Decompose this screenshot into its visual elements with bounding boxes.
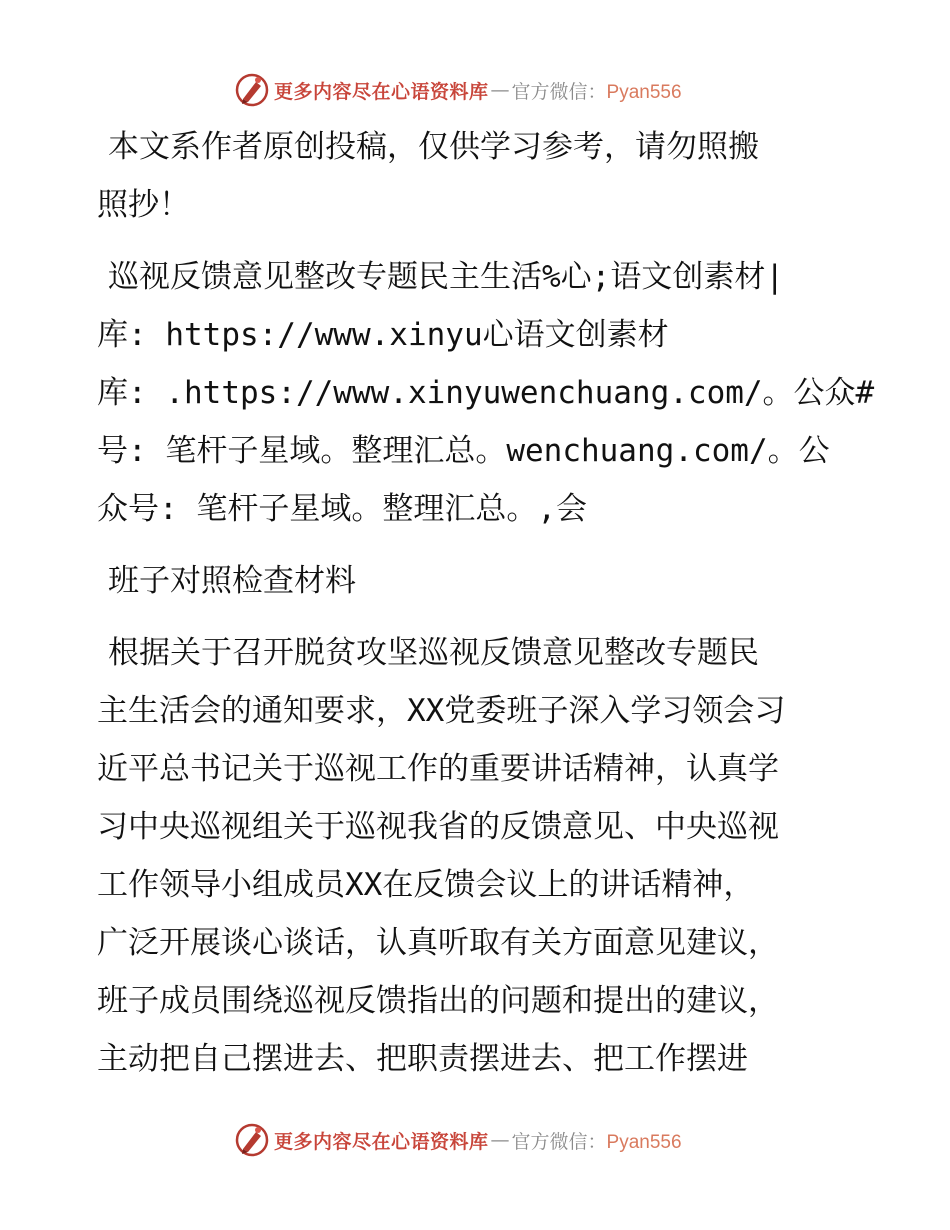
title-line: 号: 笔杆子星域。整理汇总。wenchuang.com/。公 <box>97 433 830 469</box>
body-line: 主生活会的通知要求，XX党委班子深入学习领会习 <box>97 693 786 729</box>
wechat-id: Pyan556 <box>606 81 682 103</box>
contact-label: 官方微信： <box>511 80 607 103</box>
site-slogan: 更多内容尽在心语资料库 <box>274 80 489 103</box>
pen-logo-icon <box>234 72 270 108</box>
body-line: 主动把自己摆进去、把职责摆进去、把工作摆进 <box>97 1041 748 1077</box>
title-line: 众号: 笔杆子星域。整理汇总。,会 <box>97 491 587 527</box>
contact-label: 官方微信： <box>511 1130 607 1153</box>
banner-dash: — <box>490 79 510 101</box>
disclaimer <box>97 118 867 234</box>
body-line: 近平总书记关于巡视工作的重要讲话精神，认真学 <box>97 751 779 787</box>
title-line: 库: https://www.xinyu心语文创素材 <box>97 317 669 353</box>
title-line: 巡视反馈意见整改专题民主生活%心;语文创素材| <box>108 259 784 295</box>
body-paragraph <box>97 624 867 1088</box>
header-banner[interactable] <box>234 70 682 110</box>
subtitle <box>97 552 867 610</box>
banner-dash: — <box>490 1129 510 1151</box>
subtitle-line: 班子对照检查材料 <box>108 563 356 599</box>
body-line: 习中央巡视组关于巡视我省的反馈意见、中央巡视 <box>97 809 779 845</box>
contact-info <box>512 1127 682 1154</box>
disclaimer-line: 本文系作者原创投稿，仅供学习参考，请勿照搬 <box>108 129 759 165</box>
title-block <box>97 248 875 538</box>
site-slogan: 更多内容尽在心语资料库 <box>274 1130 489 1153</box>
title-line: 库: .https://www.xinyuwenchuang.com/。公众# <box>97 375 875 411</box>
body-line: 班子成员围绕巡视反馈指出的问题和提出的建议， <box>97 983 779 1019</box>
pen-logo-icon <box>234 1122 270 1158</box>
body-line: 根据关于召开脱贫攻坚巡视反馈意见整改专题民 <box>108 635 759 671</box>
body-line: 工作领导小组成员XX在反馈会议上的讲话精神， <box>97 867 755 903</box>
disclaimer-line: 照抄！ <box>97 187 190 223</box>
wechat-id: Pyan556 <box>606 1131 682 1153</box>
body-line: 广泛开展谈心谈话，认真听取有关方面意见建议， <box>97 925 779 961</box>
footer-banner[interactable] <box>234 1120 682 1160</box>
document-body <box>97 118 875 1088</box>
contact-info <box>512 77 682 104</box>
